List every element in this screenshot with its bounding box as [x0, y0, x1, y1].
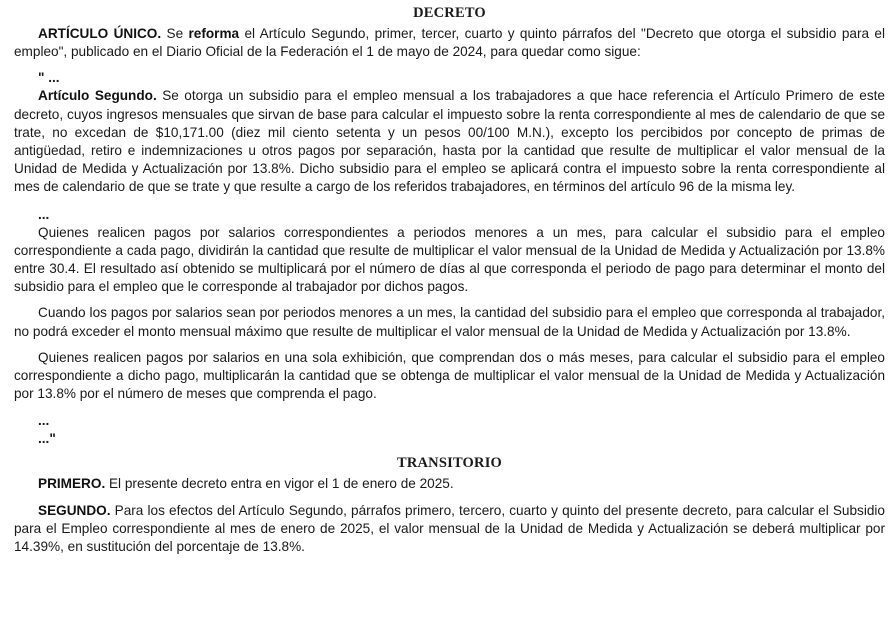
- segundo-label: SEGUNDO.: [38, 502, 111, 518]
- primero-label: PRIMERO.: [38, 476, 106, 492]
- paragraph-3: Quienes realicen pagos por salarios correspondientes a periodos menores a un mes, para calcular el subsidio para el empleo correspondiente a cada pago, dividirán la cantidad que resulte de multiplicar el valor mensual de la Unidad de Medida y Actualización por 13.8% entre 30.4. El resultado así obtenido se multiplicará por el número de días al que corresponda el periodo de pago para determinar el monto del subsidio para el empleo que le corresponde al trabajador por dichos pagos.: [14, 224, 885, 295]
- segundo-paragraph: [14, 502, 885, 557]
- quote-close: ...": [38, 431, 56, 447]
- articulo-unico-bold-word: reforma: [188, 26, 240, 41]
- articulo-unico-label: ARTÍCULO ÚNICO.: [38, 26, 162, 41]
- transitorio-heading: TRANSITORIO: [396, 455, 503, 472]
- paragraph-5: Quienes realicen pagos por salarios en una sola exhibición, que comprendan dos o más meses, para calcular el subsidio para el empleo correspondiente a dicho pago, multiplicarán la cantidad que se obtenga de multiplicar el valor mensual de la Unidad de Medida y Actualización por 13.8% por el número de meses que comprenda el pago.: [14, 349, 885, 402]
- primero-text: El presente decreto entra en vigor el 1 de enero de 2025.: [105, 476, 454, 492]
- segundo-text-a: Para los efectos del Artículo Segundo, párrafos primero, tercero, cuarto y quinto del presente decreto, para calcular el Subsidio para el Empleo correspondiente al mes de enero de 2025,: [14, 502, 885, 536]
- segundo-text-c: se deberá multiplicar por 14.39%, en sustitución del porcentaje de 13.8%.: [14, 520, 886, 555]
- articulo-unico-pre: Se: [161, 26, 189, 41]
- articulo-unico-text: el Artículo Segundo, primer, tercer, cuarto y quinto párrafos del "Decreto que otorga el subsidio para el empleo", publicado en el Diario Oficial de la Federación el 1 de mayo de 2024, para quedar como sigue:: [14, 26, 885, 60]
- segundo-text-b: el valor mensual de la Unidad de Medida y Actualización: [378, 520, 729, 536]
- ellipsis-2: ...: [38, 413, 50, 429]
- articulo-unico-paragraph: [14, 25, 885, 61]
- articulo-segundo-label: Artículo Segundo.: [38, 88, 157, 104]
- paragraph-4: Cuando los pagos por salarios sean por periodos menores a un mes, la cantidad del subsidio para el empleo que corresponda al trabajador, no podrá exceder el monto mensual máximo que resulte de multiplicar el valor mensual de la Unidad de Medida y Actualización por 13.8%.: [14, 305, 885, 339]
- primero-paragraph: [14, 475, 885, 493]
- articulo-segundo-text: Se otorga un subsidio para el empleo mensual a los trabajadores a que hace referencia el Artículo Primero de este decreto, cuyos ingresos mensuales que sirvan de base para calcular el impuesto sobre la renta correspondiente al mes de calendario de que se trate, no excedan de $10,171.00 (diez mil ciento setenta y un pesos 00/100 M.N.), excepto los percibidos por concepto de primas de antigüedad, retiro e indemnizaciones u otros pagos por separación, hasta por la cantidad que resulte de multiplicar el valor mensual de la Unidad de Medida y Actualización por 13.8%. Dicho subsidio para el empleo se aplicará contra el impuesto sobre la renta correspondiente al mes de calendario de que se trate y que resulte a cargo de los referidos trabajadores, en términos del artículo 96 de la misma ley.: [14, 88, 885, 195]
- articulo-segundo-paragraph: [14, 87, 885, 196]
- ellipsis-1: ...: [38, 206, 50, 222]
- decreto-heading: DECRETO: [413, 5, 486, 21]
- quote-open: " ...: [38, 70, 60, 86]
